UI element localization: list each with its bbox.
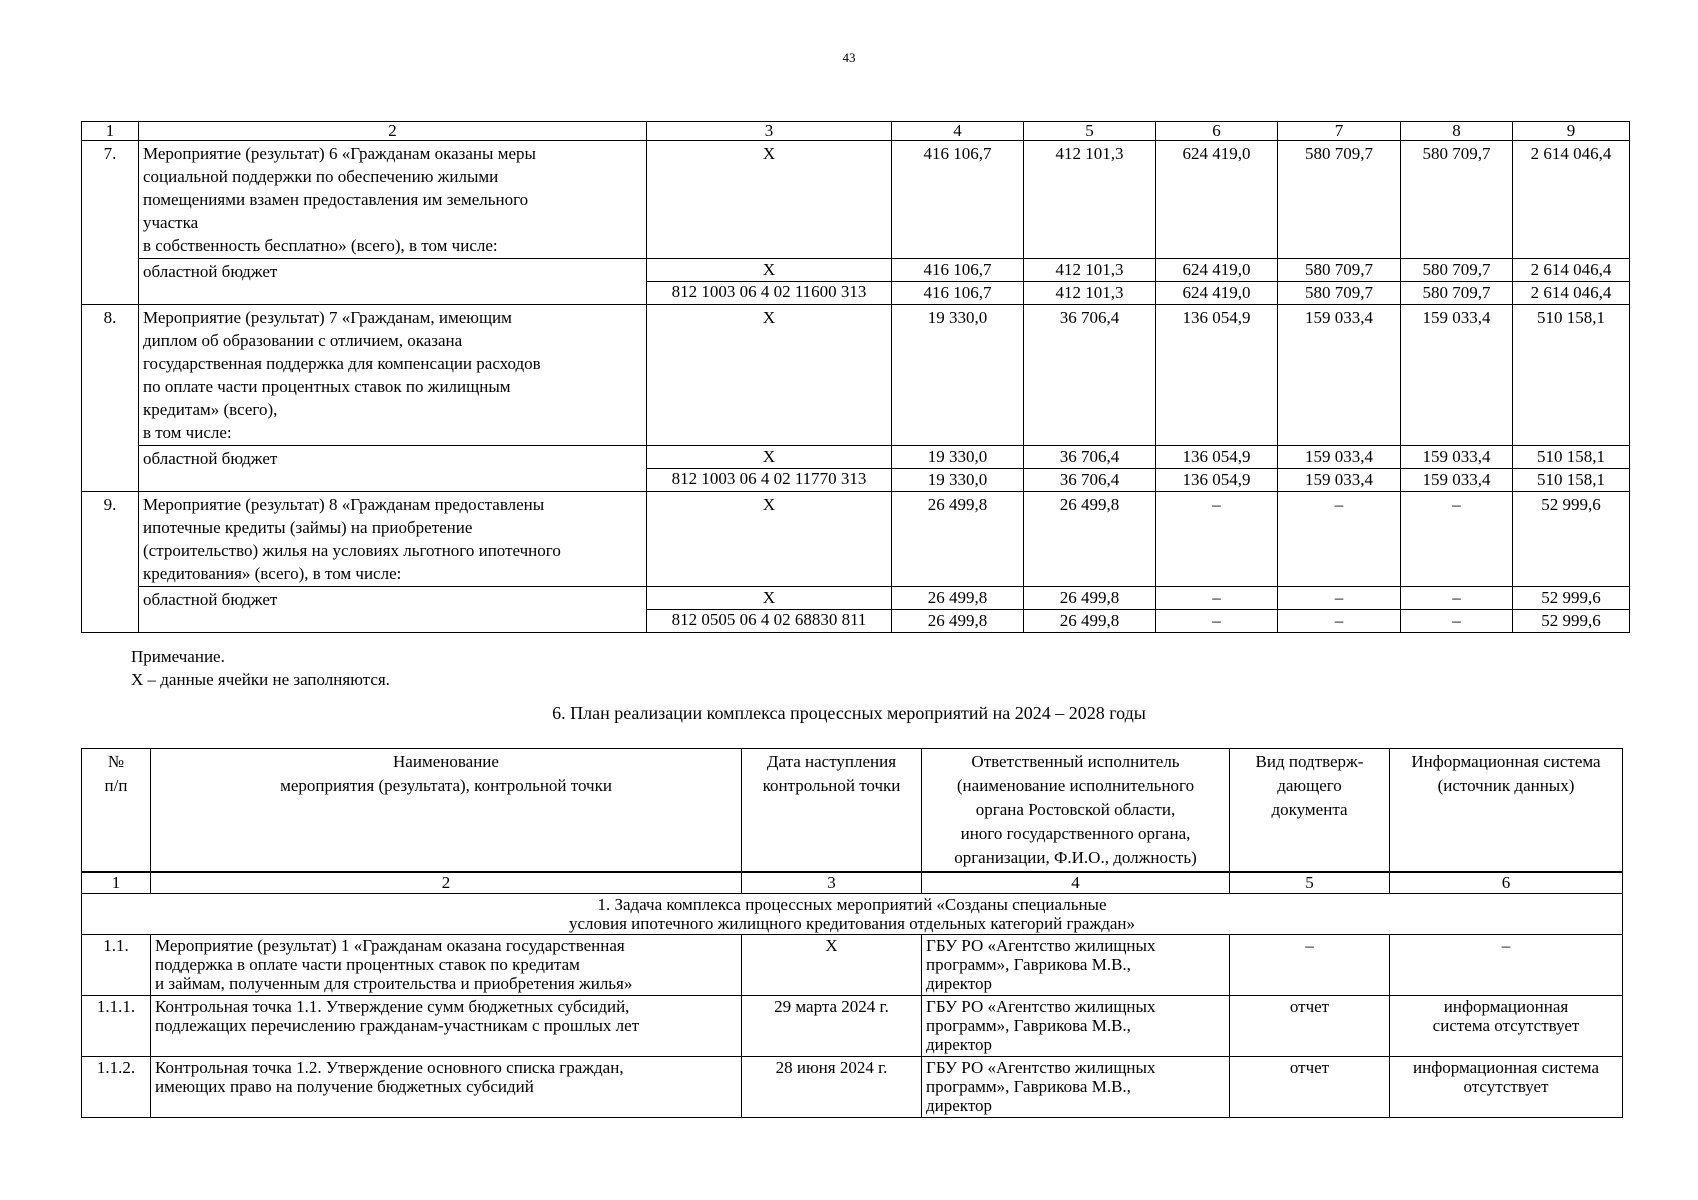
column-header: Наименование мероприятия (результата), контрольной точки	[151, 749, 742, 873]
amount-cell: 159 033,4	[1401, 469, 1513, 492]
amount-cell: 26 499,8	[1024, 610, 1156, 633]
measure-name: Контрольная точка 1.2. Утверждение основного списка граждан, имеющих право на получение бюджетных субсидий	[151, 1057, 742, 1118]
budget-code: Х	[647, 259, 892, 282]
amount-cell: 36 706,4	[1024, 469, 1156, 492]
row-number: 9.	[82, 492, 139, 633]
amount-cell: 136 054,9	[1156, 469, 1278, 492]
amount-cell: 416 106,7	[892, 282, 1024, 305]
measure-name: Мероприятие (результат) 1 «Гражданам оказана государственная поддержка в оплате части процентных ставок по кредитам и займам, полученным для строительства и приобретения жилья»	[151, 935, 742, 996]
amount-cell: 26 499,8	[892, 610, 1024, 633]
amount-cell: 416 106,7	[892, 141, 1024, 259]
table-row	[82, 259, 1630, 282]
column-header: Информационная система (источник данных)	[1390, 749, 1623, 873]
amount-cell: 580 709,7	[1278, 282, 1401, 305]
amount-cell: 2 614 046,4	[1513, 141, 1630, 259]
amount-cell: –	[1401, 587, 1513, 610]
amount-cell: 510 158,1	[1513, 446, 1630, 469]
control-date: 28 июня 2024 г.	[742, 1057, 922, 1118]
column-number: 4	[922, 872, 1230, 894]
table-row	[82, 587, 1630, 610]
amount-cell: 412 101,3	[1024, 282, 1156, 305]
amount-cell: 159 033,4	[1401, 446, 1513, 469]
measure-name: Контрольная точка 1.1. Утверждение сумм бюджетных субсидий, подлежащих перечислению гражданам-участникам с прошлых лет	[151, 996, 742, 1057]
amount-cell: 136 054,9	[1156, 305, 1278, 446]
column-number: 5	[1230, 872, 1390, 894]
amount-cell: 36 706,4	[1024, 446, 1156, 469]
column-number: 9	[1513, 122, 1630, 141]
responsible-executor: ГБУ РО «Агентство жилищных программ», Гаврикова М.В., директор	[922, 996, 1230, 1057]
amount-cell: 510 158,1	[1513, 305, 1630, 446]
budget-code: Х	[647, 587, 892, 610]
row-number: 1.1.	[82, 935, 151, 996]
row-number: 1.1.1.	[82, 996, 151, 1057]
measure-name: Мероприятие (результат) 8 «Гражданам предоставлены ипотечные кредиты (займы) на приобретение (строительство) жилья на условиях льготного ипотечного кредитования» (всего), в том числе:	[139, 492, 647, 587]
amount-cell: 159 033,4	[1401, 305, 1513, 446]
table-row	[82, 141, 1630, 259]
column-number: 1	[82, 872, 151, 894]
amount-cell: 36 706,4	[1024, 305, 1156, 446]
amount-cell: 416 106,7	[892, 259, 1024, 282]
amount-cell: 580 709,7	[1278, 141, 1401, 259]
amount-cell: 159 033,4	[1278, 305, 1401, 446]
note-title: Примечание.	[131, 647, 225, 666]
responsible-executor: ГБУ РО «Агентство жилищных программ», Гаврикова М.В., директор	[922, 935, 1230, 996]
header-row	[82, 749, 1623, 873]
control-date: 29 марта 2024 г.	[742, 996, 922, 1057]
amount-cell: 19 330,0	[892, 469, 1024, 492]
column-number: 4	[892, 122, 1024, 141]
measure-name: Мероприятие (результат) 6 «Гражданам оказаны меры социальной поддержки по обеспечению жилыми помещениями взамен предоставления им земельного участка в собственность бесплатно» (всего), в том числе:	[139, 141, 647, 259]
amount-cell: 624 419,0	[1156, 282, 1278, 305]
table-row	[82, 305, 1630, 446]
column-number: 8	[1401, 122, 1513, 141]
amount-cell: –	[1156, 610, 1278, 633]
amount-cell: –	[1401, 610, 1513, 633]
amount-cell: 26 499,8	[892, 492, 1024, 587]
column-header: Дата наступления контрольной точки	[742, 749, 922, 873]
budget-code: Х	[647, 305, 892, 446]
amount-cell: 580 709,7	[1401, 259, 1513, 282]
funding-table	[81, 121, 1630, 633]
column-number: 2	[151, 872, 742, 894]
amount-cell: 510 158,1	[1513, 469, 1630, 492]
column-number: 6	[1156, 122, 1278, 141]
row-number: 8.	[82, 305, 139, 492]
amount-cell: 26 499,8	[892, 587, 1024, 610]
control-date: Х	[742, 935, 922, 996]
budget-classification-code: 812 1003 06 4 02 11770 313	[647, 469, 892, 492]
column-header: № п/п	[82, 749, 151, 873]
column-number-row	[82, 122, 1630, 141]
column-header: Вид подтверж- дающего документа	[1230, 749, 1390, 873]
task-title: 1. Задача комплекса процессных мероприятий «Созданы специальные условия ипотечного жилищного кредитования отдельных категорий граждан»	[82, 894, 1623, 935]
table-row	[82, 996, 1623, 1057]
amount-cell: –	[1401, 492, 1513, 587]
column-header: Ответственный исполнитель (наименование исполнительного органа Ростовской области, иного государственного органа, организации, Ф.И.О., должность)	[922, 749, 1230, 873]
amount-cell: –	[1278, 587, 1401, 610]
amount-cell: 412 101,3	[1024, 259, 1156, 282]
column-number: 1	[82, 122, 139, 141]
information-system: информационная система отсутствует	[1390, 1057, 1623, 1118]
amount-cell: 2 614 046,4	[1513, 282, 1630, 305]
table-row	[82, 935, 1623, 996]
section-title: 6. План реализации комплекса процессных мероприятий на 2024 – 2028 годы	[552, 703, 1146, 723]
row-number: 1.1.2.	[82, 1057, 151, 1118]
information-system: –	[1390, 935, 1623, 996]
table-row	[82, 492, 1630, 587]
amount-cell: 26 499,8	[1024, 587, 1156, 610]
document-type: отчет	[1230, 1057, 1390, 1118]
amount-cell: 52 999,6	[1513, 610, 1630, 633]
amount-cell: 624 419,0	[1156, 259, 1278, 282]
task-row	[82, 894, 1623, 935]
budget-source: областной бюджет	[139, 446, 647, 492]
amount-cell: 26 499,8	[1024, 492, 1156, 587]
measure-name: Мероприятие (результат) 7 «Гражданам, имеющим диплом об образовании с отличием, оказана государственная поддержка для компенсации расходов по оплате части процентных ставок по жилищным кредитам» (всего), в том числе:	[139, 305, 647, 446]
document-type: отчет	[1230, 996, 1390, 1057]
column-number-row	[82, 872, 1623, 894]
amount-cell: 159 033,4	[1278, 446, 1401, 469]
amount-cell: 580 709,7	[1401, 282, 1513, 305]
amount-cell: 52 999,6	[1513, 587, 1630, 610]
amount-cell: 580 709,7	[1278, 259, 1401, 282]
amount-cell: 624 419,0	[1156, 141, 1278, 259]
amount-cell: 19 330,0	[892, 446, 1024, 469]
responsible-executor: ГБУ РО «Агентство жилищных программ», Гаврикова М.В., директор	[922, 1057, 1230, 1118]
budget-code: Х	[647, 492, 892, 587]
budget-source: областной бюджет	[139, 587, 647, 633]
column-number: 3	[647, 122, 892, 141]
page-number: 43	[842, 50, 856, 65]
amount-cell: 136 054,9	[1156, 446, 1278, 469]
information-system: информационная система отсутствует	[1390, 996, 1623, 1057]
column-number: 7	[1278, 122, 1401, 141]
amount-cell: –	[1156, 492, 1278, 587]
table-row	[82, 446, 1630, 469]
amount-cell: 412 101,3	[1024, 141, 1156, 259]
document-type: –	[1230, 935, 1390, 996]
budget-code: Х	[647, 141, 892, 259]
column-number: 3	[742, 872, 922, 894]
row-number: 7.	[82, 141, 139, 305]
amount-cell: 580 709,7	[1401, 141, 1513, 259]
budget-classification-code: 812 1003 06 4 02 11600 313	[647, 282, 892, 305]
budget-source: областной бюджет	[139, 259, 647, 305]
amount-cell: 19 330,0	[892, 305, 1024, 446]
note-text: Х – данные ячейки не заполняются.	[131, 670, 390, 689]
process-plan-table	[81, 748, 1623, 1118]
column-number: 6	[1390, 872, 1623, 894]
amount-cell: –	[1156, 587, 1278, 610]
amount-cell: –	[1278, 492, 1401, 587]
column-number: 2	[139, 122, 647, 141]
column-number: 5	[1024, 122, 1156, 141]
amount-cell: 52 999,6	[1513, 492, 1630, 587]
amount-cell: –	[1278, 610, 1401, 633]
amount-cell: 159 033,4	[1278, 469, 1401, 492]
budget-code: Х	[647, 446, 892, 469]
budget-classification-code: 812 0505 06 4 02 68830 811	[647, 610, 892, 633]
table-row	[82, 1057, 1623, 1118]
amount-cell: 2 614 046,4	[1513, 259, 1630, 282]
